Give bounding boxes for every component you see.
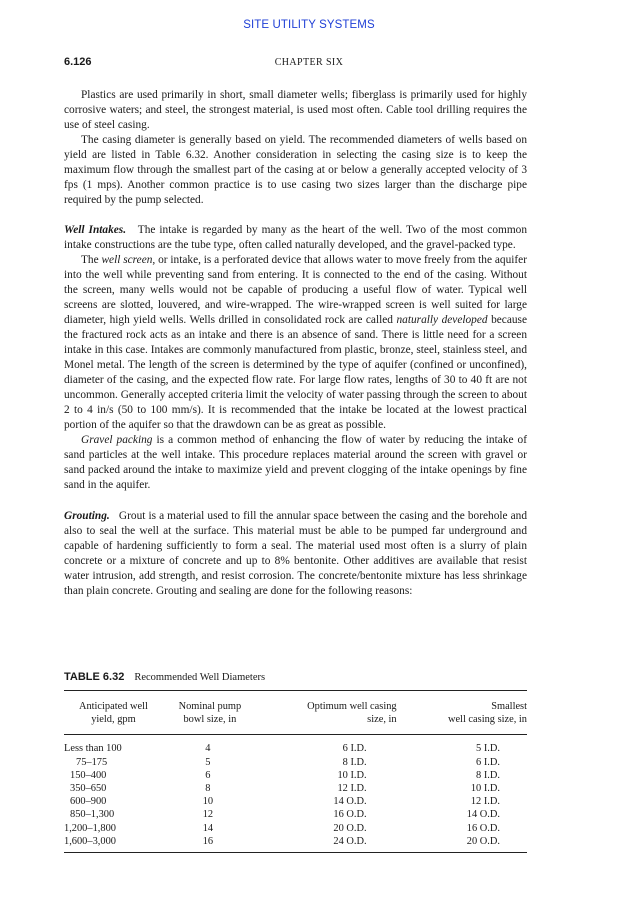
cell-pump-size: 6 — [205, 769, 211, 781]
cell-yield: Less than 100 — [64, 743, 122, 755]
cell-optimum-casing: 6 I.D. — [342, 743, 367, 755]
paragraph: Plastics are used primarily in short, small diameter wells; fiberglass is primarily used for highly corrosive waters; and steel, the strongest material, is used most often. Cable tool drilling requires the use of steel casing. — [64, 89, 527, 131]
paragraph-text: Grout is a material used to fill the annular space between the casing and the borehole and also to seal the well at the surface. This material must be able to be pumped far underground and capable of hardening sufficiently to form a seal. The material used most often is a slurry of plain concrete or a mixture of concrete and up to 8% bentonite. Other additives are available that resist water intrusion, add strength, and resist corrosion. The concrete/bentonite mixture has less shrinkage than plain concrete. Grouting and sealing are done for the following reasons: — [64, 510, 528, 597]
cell-pump-size: 4 — [205, 743, 211, 755]
emphasis-gravel-packing: Gravel packing — [81, 434, 153, 446]
cell-smallest-casing: 20 O.D. — [466, 835, 500, 847]
cell-yield: 75–175 — [76, 756, 108, 768]
paragraph-well-screen — [64, 253, 527, 433]
cell-optimum-casing: 24 O.D. — [333, 835, 367, 847]
cell-pump-size: 8 — [205, 783, 211, 795]
section-heading-well-intakes: Well Intakes. — [64, 224, 127, 236]
paragraph-text: is a common method of enhancing the flow of water by reducing the intake of sand particles at the well intake. This procedure replaces material around the screen with gravel or sand packed around the intake to maximize yield and prevent clogging of the intake openings by fine sand in the aquifer. — [64, 434, 527, 491]
cell-yield: 150–400 — [70, 769, 107, 781]
table-row — [64, 795, 527, 808]
cell-smallest-casing: 8 I.D. — [476, 769, 500, 781]
paragraph-gravel-packing — [64, 433, 527, 493]
body-text — [64, 88, 527, 599]
emphasis-naturally-developed: naturally developed — [396, 314, 488, 326]
column-header: Smallest well casing size, in — [397, 691, 527, 735]
page-number: 6.126 — [64, 56, 92, 68]
cell-yield: 1,600–3,000 — [64, 835, 116, 847]
cell-optimum-casing: 10 I.D. — [337, 769, 367, 781]
table-label: TABLE 6.32 — [64, 671, 125, 683]
column-header: Nominal pump bowl size, in — [163, 691, 257, 735]
cell-yield: 600–900 — [70, 796, 107, 808]
cell-smallest-casing: 5 I.D. — [476, 743, 500, 755]
column-header: Optimum well casing size, in — [257, 691, 397, 735]
cell-pump-size: 14 — [202, 822, 214, 834]
running-head: SITE UTILITY SYSTEMS — [243, 19, 375, 31]
table-row — [64, 822, 527, 835]
table-row — [64, 756, 527, 769]
cell-pump-size: 16 — [202, 835, 214, 847]
cell-yield: 850–1,300 — [70, 809, 115, 821]
cell-pump-size: 12 — [202, 809, 214, 821]
chapter-title: CHAPTER SIX — [274, 57, 344, 68]
paragraph-text: or intake, is a perforated device that allows water to move freely from the aquifer into the well while preventing sand from entering. It is connected to the end of the casing. Without the screen, many wells would not be capable of producing a useful flow of water. Typical well screens are slotted, louvered, and wire-wrapped. The wire-wrapped screen is well suited for large diameter, high yield wells. Wells drilled in consolidated rock are called — [64, 254, 527, 326]
cell-smallest-casing: 16 O.D. — [466, 822, 500, 834]
cell-yield: 1,200–1,800 — [64, 822, 116, 834]
cell-optimum-casing: 12 I.D. — [337, 783, 367, 795]
cell-optimum-casing: 8 I.D. — [342, 756, 367, 768]
recommended-well-diameters-table — [64, 690, 527, 853]
paragraph-text: The intake is regarded by many as the heart of the well. Two of the most common intake constructions are the tube type, often called naturally developed, and the gravel-packed type. — [64, 224, 527, 251]
cell-smallest-casing: 12 I.D. — [470, 796, 500, 808]
paragraph-text: because the fractured rock acts as an intake and there is an absence of sand. There is little need for a screen intake in this case. Intakes are commonly manufactured from plastic, bronze, steel, stainless steel, and Monel metal. The length of the screen is determined by the type of aquifer (confined or unconfined), diameter of the casing, and the expected flow rate. For large flow rates, lengths of 30 to 40 ft are not uncommon. Generally accepted criteria limit the velocity of water passing through the screen to about 2 to 4 in/s (50 to 100 mm/s). It is recommended that the intake be located at the lowest practical portion of the aquifer so that the drawdown can be as great as possible. — [64, 314, 527, 431]
cell-pump-size: 10 — [202, 796, 214, 808]
table-row — [64, 769, 527, 782]
paragraph-well-intakes — [64, 223, 527, 253]
table-row — [64, 735, 527, 756]
emphasis-well-screen: well screen, — [101, 254, 156, 266]
cell-optimum-casing: 14 O.D. — [333, 796, 367, 808]
table-row — [64, 782, 527, 795]
cell-smallest-casing: 6 I.D. — [476, 756, 500, 768]
table-header-row — [64, 691, 527, 735]
cell-yield: 350–650 — [70, 783, 107, 795]
table-row — [64, 835, 527, 853]
table-title: Recommended Well Diameters — [134, 672, 266, 683]
paragraph-grouting — [64, 509, 527, 599]
table-row — [64, 808, 527, 821]
cell-smallest-casing: 10 I.D. — [470, 783, 500, 795]
paragraph: The casing diameter is generally based on yield. The recommended diameters of wells based on yield are listed in Table 6.32. Another consideration in selecting the casing size is to keep the maximum flow through the smallest part of the casing at or below a generally accepted velocity of 3 fps (1 mps). Another common practice is to use casing two sizes larger than the discharge pipe required by the pump selected. — [64, 134, 527, 206]
paragraph-text: The — [81, 254, 99, 266]
cell-pump-size: 5 — [205, 756, 211, 768]
cell-optimum-casing: 20 O.D. — [333, 822, 367, 834]
column-header: Anticipated well yield, gpm — [64, 691, 163, 735]
cell-smallest-casing: 14 O.D. — [466, 809, 500, 821]
cell-optimum-casing: 16 O.D. — [333, 809, 367, 821]
table-caption — [64, 671, 265, 683]
section-heading-grouting: Grouting. — [64, 510, 110, 522]
